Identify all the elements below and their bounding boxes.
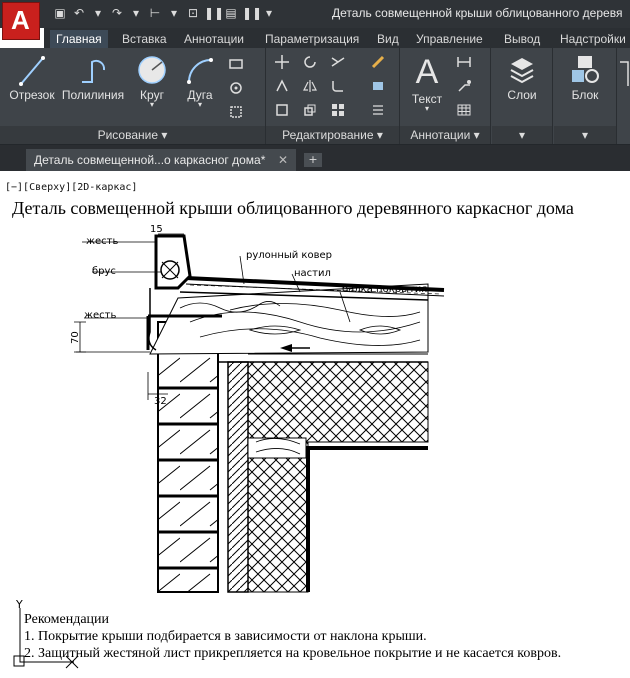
leader-icon[interactable]	[456, 78, 472, 94]
roof-detail-drawing	[0, 172, 630, 678]
label-deck: настил	[294, 268, 331, 279]
brick-facing	[158, 322, 218, 592]
panel-draw-title[interactable]: Рисование ▾	[0, 126, 265, 144]
text-dropdown-icon[interactable]: ▾	[424, 104, 429, 113]
arc-icon	[183, 52, 217, 88]
panel-draw-title-text: Рисование	[97, 128, 159, 142]
panel-modify-title-text: Редактирование	[282, 128, 374, 142]
table-icon[interactable]	[456, 102, 472, 118]
window-title: Деталь совмещенной крыши облицованного деревя	[332, 6, 623, 20]
drawing-title: Деталь совмещенной крыши облицованного деревянного каркасног дома	[12, 198, 574, 218]
inner-beam	[248, 438, 306, 458]
save-icon[interactable]: ▣	[54, 6, 66, 20]
document-tabs	[0, 145, 630, 171]
layout-icon[interactable]: ❚❚	[242, 6, 263, 20]
text-tool-label: Текст	[411, 92, 443, 106]
rectangle-icon[interactable]	[228, 56, 244, 72]
hatch-icon[interactable]	[228, 80, 244, 96]
mirror-icon[interactable]	[302, 78, 318, 94]
fillet-icon[interactable]	[330, 78, 346, 94]
scale-icon[interactable]	[302, 102, 318, 118]
label-tin-side: жесть	[84, 310, 117, 321]
autocad-logo-icon: A	[11, 5, 30, 35]
polyline-icon	[76, 52, 110, 88]
arc-tool[interactable]	[178, 52, 222, 108]
inner-finish	[308, 448, 428, 592]
dim-32: 32	[154, 396, 167, 407]
pause-icon[interactable]: ❚❚	[204, 6, 225, 20]
ribbon-tabs	[44, 28, 630, 48]
linear-dimension-icon[interactable]	[456, 54, 472, 70]
close-tab-icon[interactable]: ✕	[277, 153, 288, 167]
move-icon[interactable]	[274, 54, 290, 70]
stretch-icon[interactable]	[274, 102, 290, 118]
measure-icon[interactable]: ⊢	[149, 6, 161, 20]
qat-menu-icon[interactable]: ▾	[265, 6, 273, 20]
measure-dropdown-icon[interactable]: ▾	[170, 6, 178, 20]
drawing-viewport[interactable]	[0, 172, 630, 678]
label-beam: брус	[92, 266, 116, 277]
panel-annotation-title-text: Аннотации	[410, 128, 471, 142]
panel-modify-title[interactable]: Редактирование ▾	[266, 126, 399, 144]
layers-icon	[505, 52, 539, 88]
redo-dropdown-icon[interactable]: ▾	[132, 6, 140, 20]
panel-layers-dropdown-icon[interactable]: ▾	[492, 126, 552, 144]
layers-tool[interactable]	[498, 52, 546, 102]
tab-view[interactable]: Вид	[377, 32, 399, 46]
panel-draw	[0, 48, 266, 144]
polyline-tool-label: Полилиния	[61, 88, 125, 102]
panel-overflow	[618, 48, 630, 144]
block-icon	[568, 52, 602, 88]
region-icon[interactable]	[228, 104, 244, 120]
layers-tool-label: Слои	[507, 88, 537, 102]
title-bar	[0, 0, 630, 28]
recommendations-heading: Рекомендации	[24, 612, 110, 627]
rotate-icon[interactable]	[302, 54, 318, 70]
block-tool[interactable]	[560, 52, 610, 102]
tab-annotate[interactable]: Аннотации	[184, 32, 244, 46]
frame-post	[228, 362, 248, 592]
insulation-top	[248, 362, 428, 442]
workspace-icon[interactable]: ▤	[225, 6, 237, 20]
insulation-side	[248, 442, 308, 592]
label-tin-top: жесть	[86, 236, 119, 247]
undo-dropdown-icon[interactable]: ▾	[94, 6, 102, 20]
circle-tool[interactable]	[130, 52, 174, 108]
panel-block-dropdown-icon[interactable]: ▾	[554, 126, 616, 144]
document-tab-label: Деталь совмещенной...о каркасног дома*	[34, 153, 266, 167]
tab-addins[interactable]: Надстройки	[560, 32, 626, 46]
polyline-tool[interactable]	[60, 52, 126, 102]
zoom-window-icon[interactable]: ⊡	[187, 6, 199, 20]
array-icon[interactable]	[330, 102, 346, 118]
quick-access-toolbar	[52, 5, 277, 23]
arc-tool-label: Дуга	[187, 88, 213, 102]
tab-manage[interactable]: Управление	[416, 32, 483, 46]
explode-icon[interactable]	[370, 78, 386, 94]
redo-icon[interactable]: ↷	[111, 6, 123, 20]
dim-70: 70	[70, 331, 81, 344]
text-tool[interactable]	[406, 52, 448, 112]
trim-icon[interactable]	[330, 54, 346, 70]
overflow-icon[interactable]	[618, 56, 630, 92]
viewport-controls-label[interactable]: [−][Сверху][2D-каркас]	[5, 182, 138, 193]
tab-output[interactable]: Вывод	[504, 32, 541, 46]
panel-block	[554, 48, 617, 144]
recommendation-item-1: 1. Покрытие крыши подбирается в зависимости от наклона крыши.	[24, 629, 427, 644]
panel-annotation	[400, 48, 491, 144]
dim-15: 15	[150, 224, 163, 235]
panel-annotation-title[interactable]: Аннотации ▾	[400, 126, 490, 144]
circle-dropdown-icon[interactable]: ▾	[149, 100, 154, 109]
ribbon	[0, 48, 630, 145]
block-tool-label: Блок	[571, 88, 599, 102]
new-tab-button[interactable]: +	[304, 153, 322, 167]
label-roof-beam: балка покрытия	[342, 284, 428, 295]
arc-dropdown-icon[interactable]: ▾	[197, 100, 202, 109]
undo-icon[interactable]: ↶	[73, 6, 85, 20]
line-tool-label: Отрезок	[9, 88, 55, 102]
panel-modify	[266, 48, 400, 144]
document-tab[interactable]	[26, 149, 296, 171]
tab-home[interactable]: Главная	[50, 30, 108, 48]
label-roll-roof: рулонный ковер	[246, 250, 332, 261]
circle-tool-label: Круг	[140, 88, 164, 102]
ucs-y-label: Y	[16, 598, 23, 611]
circle-icon	[135, 52, 169, 88]
tab-insert[interactable]: Вставка	[122, 32, 167, 46]
recommendation-item-2: 2. Защитный жестяной лист прикрепляется на кровельное покрытие и не касается ковров.	[24, 646, 562, 661]
application-menu-button[interactable]	[2, 2, 40, 40]
panel-layers	[492, 48, 553, 144]
offset-icon[interactable]	[370, 102, 386, 118]
copy-icon[interactable]	[274, 78, 290, 94]
line-icon	[15, 52, 49, 88]
erase-icon[interactable]	[370, 54, 386, 70]
text-icon: A	[415, 53, 439, 91]
tab-parametric[interactable]: Параметризация	[265, 32, 360, 46]
line-tool[interactable]	[6, 52, 58, 102]
